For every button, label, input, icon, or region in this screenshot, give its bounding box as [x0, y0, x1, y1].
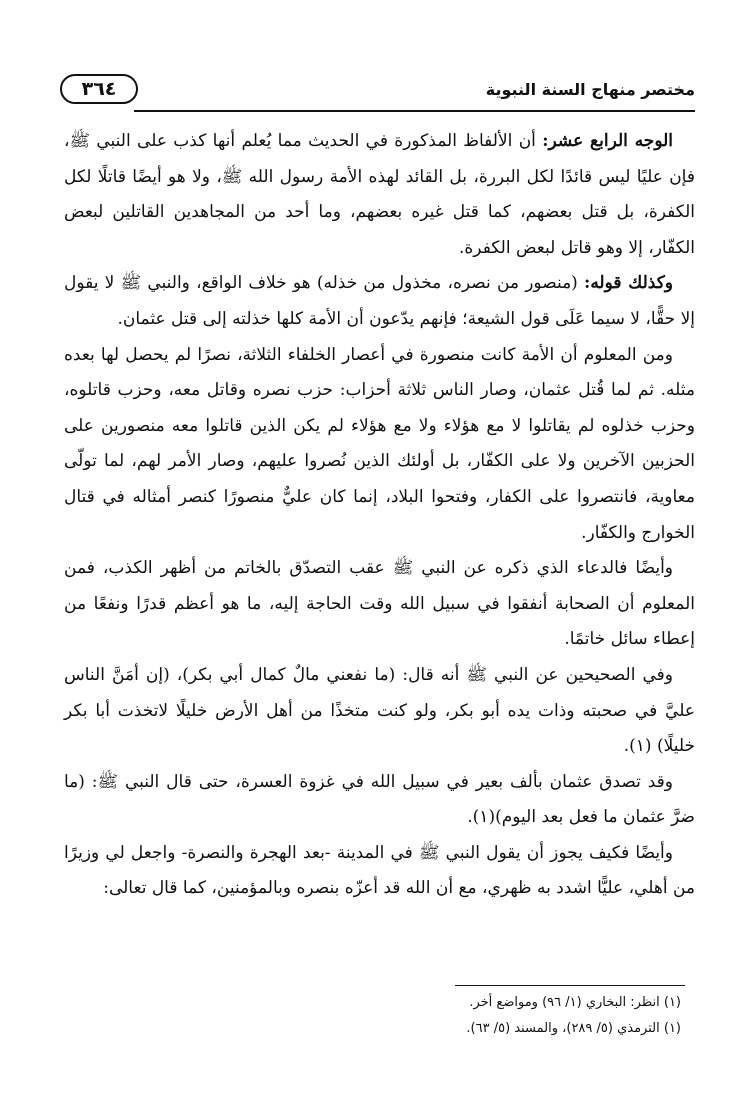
header-rule — [134, 110, 695, 112]
footnote-separator — [455, 985, 685, 986]
paragraph-text: (منصور من نصره، مخذول من خذله) هو خلاف الواقع، والنبي ﷺ لا يقول إلا حقًّا، لا سيما عَلَى قول الشيعة؛ فإنهم يدّعون أن الأمة كلها خذلته إلى قتل عثمان. — [64, 273, 695, 329]
book-title: مختصر منهاج السنة النبوية — [485, 80, 695, 99]
paragraph-text: وفي الصحيحين عن النبي ﷺ أنه قال: (ما نفعني مالٌ كمال أبي بكر)، (إن أمَنَّ الناس عليَّ في صحبته وذات يده أبو بكر، ولو كنت متخذًا من أهل الأرض خليلًا لاتخذت أبا بكر خليلًا) (١). — [64, 664, 695, 757]
paragraph — [64, 124, 695, 266]
paragraph — [64, 338, 695, 552]
paragraph-lead: الوجه الرابع عشر: — [542, 131, 674, 151]
page-number-badge: ٣٦٤ — [60, 74, 138, 104]
footnote: (١) الترمذي (٥/ ٢٨٩)، والمسند (٥/ ٦٣). — [466, 1021, 681, 1036]
paragraph-text: وأيضًا فكيف يجوز أن يقول النبي ﷺ في المدينة -بعد الهجرة والنصرة- واجعل لي وزيرًا من أهلي، عليًّا اشدد به ظهري، مع أن الله قد أعزّه بنصره وبالمؤمنين، كما قال تعالى: — [64, 842, 695, 899]
paragraph-text: ومن المعلوم أن الأمة كانت منصورة في أعصار الخلفاء الثلاثة، نصرًا لم يحصل لها بعده مثله. ثم لما قُتل عثمان، وصار الناس ثلاثة أحزاب: حزب نصره وقاتل معه، وحزب قاتلوه، وحزب خذلوه لم يقاتلوا لا مع هؤلاء ولا مع هؤلاء لم يكن الذين قاتلوا معه منصورين على الحزبين الآخرين ولا على الكفّار، بل أولئك الذين نُصروا عليهم، وصار الأمر لهم، لما تولّى معاوية، فانتصروا على الكفار، وفتحوا البلاد، إنما كان عليٌّ منصورًا كنصر أمثاله في قتال الخوارج والكفّار. — [64, 344, 695, 543]
footnote: (١) انظر: البخاري (١/ ٩٦) ومواضع أخر. — [469, 995, 681, 1010]
paragraph-text: وقد تصدق عثمان بألف بعير في سبيل الله في غزوة العسرة، حتى قال النبي ﷺ: (ما ضرَّ عثمان ما فعل بعد اليوم)(١). — [64, 771, 695, 828]
main-text — [64, 124, 695, 907]
paragraph-text: أن الألفاظ المذكورة في الحديث مما يُعلم أنها كذب على النبي ﷺ، فإن عليًا ليس قائدًا لكل البررة، بل القائد لهذه الأمة رسول الله ﷺ، ولا هو أيضًا قاتلًا لكل الكفرة، بل قتل بعضهم، كما قتل غيره بعضهم، وما أحد من المجاهدين القاتلين لبعض الكفّار، إلا وهو قاتل لبعض الكفرة. — [64, 131, 695, 258]
page-header — [60, 74, 695, 114]
paragraph-text: وأيضًا فالدعاء الذي ذكره عن النبي ﷺ عقب التصدّق بالخاتم من أظهر الكذب، فمن المعلوم أن الصحابة أنفقوا في سبيل الله وقت الحاجة إليه، ما هو أعظم قدرًا ونفعًا من إعطاء سائل خاتمًا. — [64, 558, 695, 650]
paragraph — [64, 836, 695, 907]
footnotes — [64, 990, 695, 1042]
paragraph — [64, 551, 695, 658]
paragraph — [64, 658, 695, 765]
paragraph — [64, 765, 695, 836]
paragraph — [64, 266, 695, 337]
paragraph-lead: وكذلك قوله: — [584, 273, 673, 294]
